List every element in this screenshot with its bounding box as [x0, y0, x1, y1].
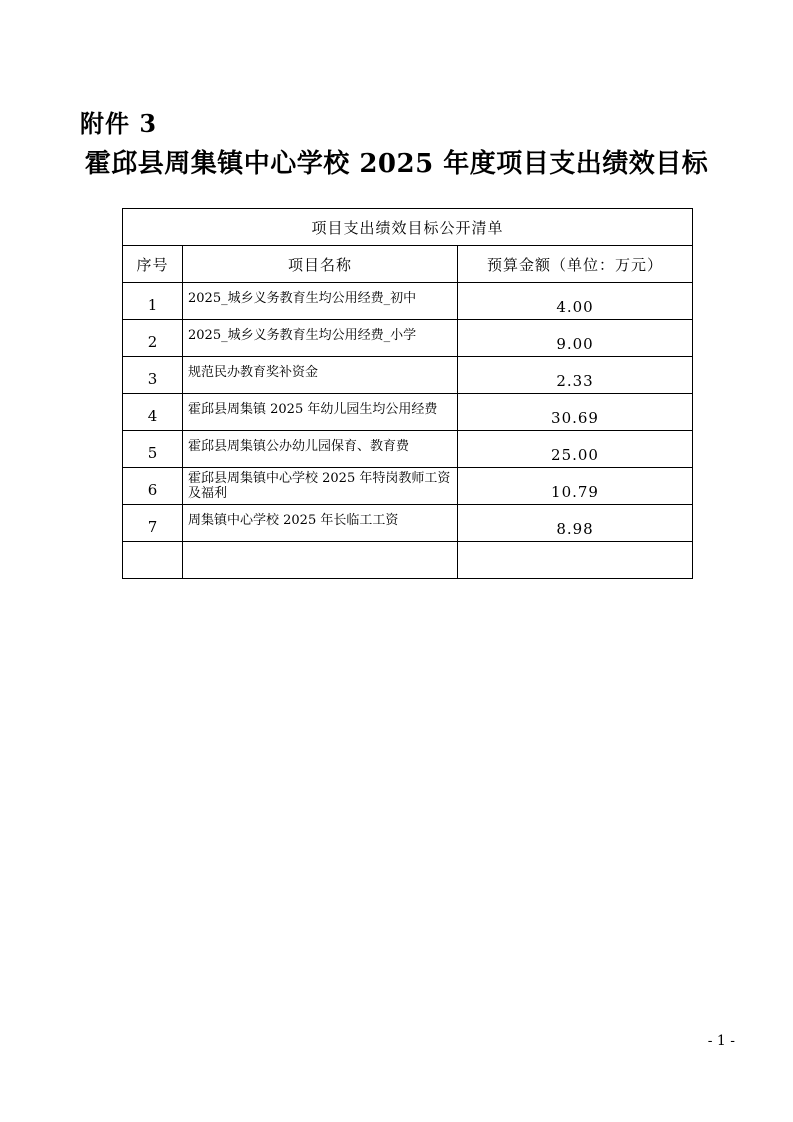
row-index: 1	[123, 283, 183, 320]
row-index: 7	[123, 505, 183, 542]
row-amount: 8.98	[458, 505, 693, 542]
row-name: 霍邱县周集镇中心学校 2025 年特岗教师工资及福利	[183, 468, 458, 505]
table-row-empty	[123, 542, 693, 579]
budget-table	[122, 208, 693, 579]
row-amount: 4.00	[458, 283, 693, 320]
row-index: 2	[123, 320, 183, 357]
row-index: 3	[123, 357, 183, 394]
page-number: - 1 -	[707, 1033, 735, 1049]
header-name: 项目名称	[183, 246, 458, 283]
table-row	[123, 505, 693, 542]
table-row	[123, 468, 693, 505]
row-name: 周集镇中心学校 2025 年长临工工资	[183, 505, 458, 542]
row-name: 霍邱县周集镇 2025 年幼儿园生均公用经费	[183, 394, 458, 431]
empty-cell	[458, 542, 693, 579]
annex-label: 附件 3	[80, 109, 158, 138]
table-row	[123, 394, 693, 431]
row-index: 5	[123, 431, 183, 468]
row-amount: 2.33	[458, 357, 693, 394]
row-amount: 10.79	[458, 468, 693, 505]
table-caption: 项目支出绩效目标公开清单	[123, 209, 693, 246]
empty-cell	[123, 542, 183, 579]
table-header-row	[123, 246, 693, 283]
row-amount: 9.00	[458, 320, 693, 357]
row-name: 规范民办教育奖补资金	[183, 357, 458, 394]
table-row	[123, 320, 693, 357]
table-row	[123, 283, 693, 320]
row-name: 2025_城乡义务教育生均公用经费_小学	[183, 320, 458, 357]
row-name: 霍邱县周集镇公办幼儿园保育、教育费	[183, 431, 458, 468]
table-row	[123, 431, 693, 468]
row-amount: 30.69	[458, 394, 693, 431]
row-name: 2025_城乡义务教育生均公用经费_初中	[183, 283, 458, 320]
table-row	[123, 357, 693, 394]
row-amount: 25.00	[458, 431, 693, 468]
row-index: 6	[123, 468, 183, 505]
table-caption-row	[123, 209, 693, 246]
empty-cell	[183, 542, 458, 579]
header-amount: 预算金额（单位：万元）	[458, 246, 693, 283]
header-index: 序号	[123, 246, 183, 283]
document-title: 霍邱县周集镇中心学校 2025 年度项目支出绩效目标	[84, 149, 709, 179]
row-index: 4	[123, 394, 183, 431]
